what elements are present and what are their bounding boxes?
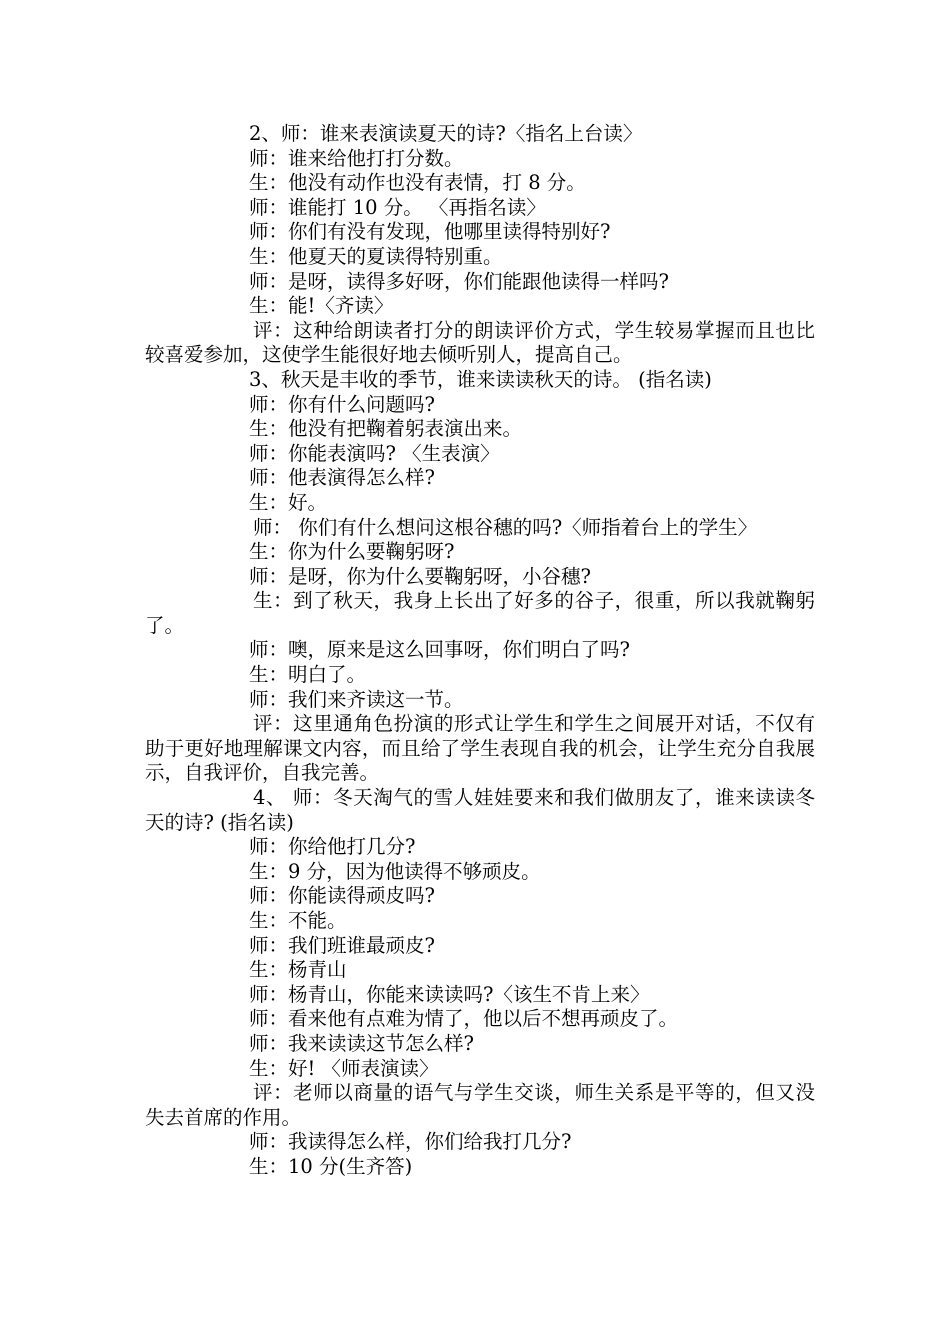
dialogue-line: 师：你们有没有发现，他哪里读得特别好? — [249, 220, 611, 244]
dialogue-line: 师：你能表演吗? 〈生表演〉 — [249, 441, 500, 465]
paragraph-block: 4、 师：冬天淘气的雪人娃娃要来和我们做朋友了，谁来读读冬天的诗? (指名读) — [145, 786, 815, 834]
dialogue-line: 师：我们来齐读这一节。 — [249, 687, 464, 711]
dialogue-line: 师：他表演得怎么样? — [249, 466, 435, 490]
dialogue-line: 师：噢，原来是这么回事呀，你们明白了吗? — [249, 638, 630, 662]
dialogue-line: 生：好! 〈师表演读〉 — [249, 1056, 439, 1080]
dialogue-line: 3、秋天是丰收的季节，谁来读读秋天的诗。 (指名读) — [249, 367, 712, 391]
dialogue-line: 师：我读得怎么样，你们给我打几分? — [249, 1130, 572, 1154]
dialogue-line: 生：10 分(生齐答) — [249, 1154, 413, 1178]
dialogue-line: 师：看来他有点难为情了，他以后不想再顽皮了。 — [249, 1007, 679, 1031]
dialogue-line: 师：谁来给他打打分数。 — [249, 146, 464, 170]
dialogue-line: 生：好。 — [249, 490, 328, 514]
dialogue-line: 2、师：谁来表演读夏天的诗?〈指名上台读〉 — [249, 122, 643, 145]
dialogue-line: 师：你有什么问题吗? — [249, 392, 435, 416]
paragraph-block: 评：老师以商量的语气与学生交谈，师生关系是平等的，但又没失去首席的作用。 — [145, 1081, 815, 1129]
dialogue-line: 师：是呀，你为什么要鞠躬呀，小谷穗? — [249, 564, 591, 588]
dialogue-line: 师：谁能打 10 分。 〈再指名读〉 — [249, 195, 546, 219]
dialogue-line: 生：他没有动作也没有表情，打 8 分。 — [249, 171, 586, 195]
dialogue-line: 师：我们班谁最顽皮? — [249, 933, 435, 957]
dialogue-line: 师：你能读得顽皮吗? — [249, 884, 435, 908]
paragraph-block: 师： 你们有什么想问这根谷穗的吗?〈师指着台上的学生〉 — [253, 515, 758, 539]
dialogue-line: 生：明白了。 — [249, 663, 367, 687]
dialogue-line: 生：他夏天的夏读得特别重。 — [249, 244, 503, 268]
dialogue-line: 生：不能。 — [249, 909, 347, 932]
dialogue-line: 师：是呀，读得多好呀，你们能跟他读得一样吗? — [249, 269, 669, 293]
dialogue-line: 师：你给他打几分? — [249, 835, 416, 859]
dialogue-line: 生：能!〈齐读〉 — [249, 294, 394, 318]
dialogue-line: 生：杨青山 — [249, 958, 347, 982]
dialogue-line: 生：9 分，因为他读得不够顽皮。 — [249, 859, 541, 883]
paragraph-block: 生：到了秋天，我身上长出了好多的谷子，很重，所以我就鞠躬了。 — [145, 589, 815, 637]
paragraph-block: 评：这种给朗读者打分的朗读评价方式，学生较易掌握而且也比较喜爱参加，这使学生能很好地去倾听别人，提高自己。 — [145, 318, 815, 367]
document-body — [145, 122, 815, 1180]
dialogue-line: 师：我来读读这节怎么样? — [249, 1031, 474, 1055]
dialogue-line: 师：杨青山，你能来读读吗?〈该生不肯上来〉 — [249, 982, 650, 1006]
paragraph-block: 评：这里通角色扮演的形式让学生和学生之间展开对话，不仅有助于更好地理解课文内容，而且给了学生表现自我的机会，让学生充分自我展示，自我评价，自我完善。 — [145, 712, 815, 785]
dialogue-line: 生：他没有把鞠着躬表演出来。 — [249, 417, 523, 441]
dialogue-line: 生：你为什么要鞠躬呀? — [249, 540, 455, 564]
